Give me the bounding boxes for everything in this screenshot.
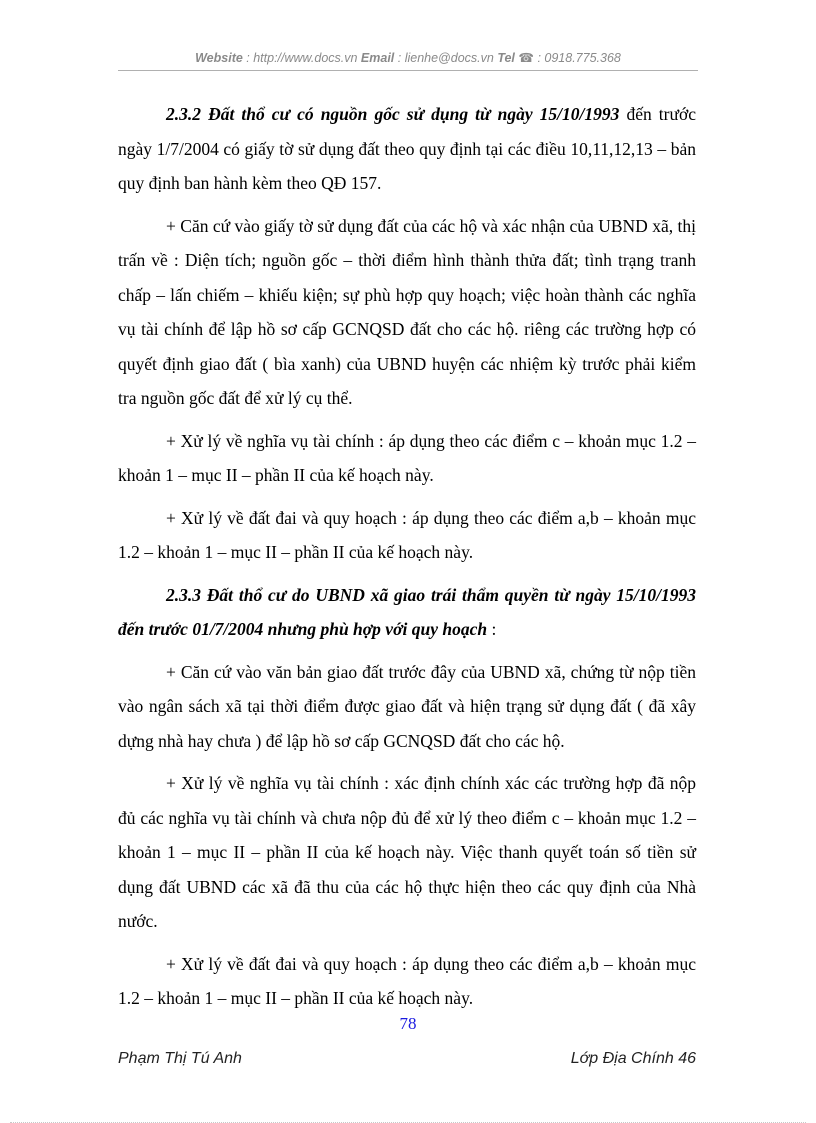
section-2-3-3-title-rest: : xyxy=(487,619,497,639)
footer-class-name: Lớp Địa Chính 46 xyxy=(570,1050,696,1067)
section-2-3-3-heading xyxy=(118,578,696,647)
page-header xyxy=(118,50,698,65)
email-label: Email xyxy=(360,51,395,65)
section-2-3-2-heading xyxy=(118,97,696,201)
document-body xyxy=(118,97,696,1024)
paragraph-5: + Xử lý về nghĩa vụ tài chính : xác định chính xác các trường hợp đã nộp đủ các nghĩa vụ tài chính và chưa nộp đủ để xử lý theo điểm c – khoản mục 1.2 – khoản 1 – mục II – phần II của kế hoạch này. Việc thanh quyết toán số tiền sử dụng đất UBND các xã đã thu của các hộ thực hiện theo các quy định của Nhà nước. xyxy=(118,773,696,931)
paragraph-3: + Xử lý về đất đai và quy hoạch : áp dụng theo các điểm a,b – khoản mục 1.2 – khoản 1 – mục II – phần II của kế hoạch này. xyxy=(118,507,696,562)
section-2-3-2-title: 2.3.2 Đất thổ cư có nguồn gốc sử dụng từ ngày 15/10/1993 xyxy=(166,104,620,124)
email-address: : lienhe@docs.vn xyxy=(394,51,498,65)
section-2-3-3-title: 2.3.3 Đất thổ cư do UBND xã giao trái thẩm quyền từ ngày 15/10/1993 đến trước 01/7/2004 nhưng phù hợp với quy hoạch xyxy=(118,584,696,639)
header-divider xyxy=(118,70,698,71)
footer-author: Phạm Thị Tú Anh xyxy=(118,1050,242,1067)
tel-number: : 0918.775.368 xyxy=(533,51,621,65)
paragraph-6: + Xử lý về đất đai và quy hoạch : áp dụng theo các điểm a,b – khoản mục 1.2 – khoản 1 – mục II – phần II của kế hoạch này. xyxy=(118,953,696,1008)
section-2-3-2-title-rest: đến trước ngày 1/7/2004 có giấy tờ sử dụng đất theo quy định tại các điều 10,11,12,13 – bản quy định ban hành kèm theo QĐ 157. xyxy=(118,104,696,193)
tel-label: Tel xyxy=(497,51,515,65)
website-url: : http://www.docs.vn xyxy=(242,51,361,65)
phone-icon: ☎ xyxy=(518,51,534,65)
website-label: Website xyxy=(195,51,243,65)
paragraph-2: + Xử lý về nghĩa vụ tài chính : áp dụng theo các điểm c – khoản mục 1.2 – khoản 1 – mục II – phần II của kế hoạch này. xyxy=(118,430,696,485)
page-number: 78 xyxy=(399,1014,417,1033)
paragraph-1: + Căn cứ vào giấy tờ sử dụng đất của các hộ và xác nhận của UBND xã, thị trấn về : Diện tích; nguồn gốc – thời điểm hình thành thửa đất; tình trạng tranh chấp – lấn chiếm – khiếu kiện; sự phù hợp quy hoạch; việc hoàn thành các nghĩa vụ tài chính để lập hồ sơ cấp GCNQSD đất cho các hộ. riêng các trường hợp có quyết định giao đất ( bìa xanh) của UBND huyện các nhiệm kỳ trước phải kiểm tra nguồn gốc đất để xử lý cụ thể. xyxy=(118,215,696,408)
paragraph-4: + Căn cứ vào văn bản giao đất trước đây của UBND xã, chứng từ nộp tiền vào ngân sách xã tại thời điểm được giao đất và hiện trạng sử dụng đất ( đã xây dựng nhà hay chưa ) để lập hồ sơ cấp GCNQSD đất cho các hộ. xyxy=(118,661,696,751)
